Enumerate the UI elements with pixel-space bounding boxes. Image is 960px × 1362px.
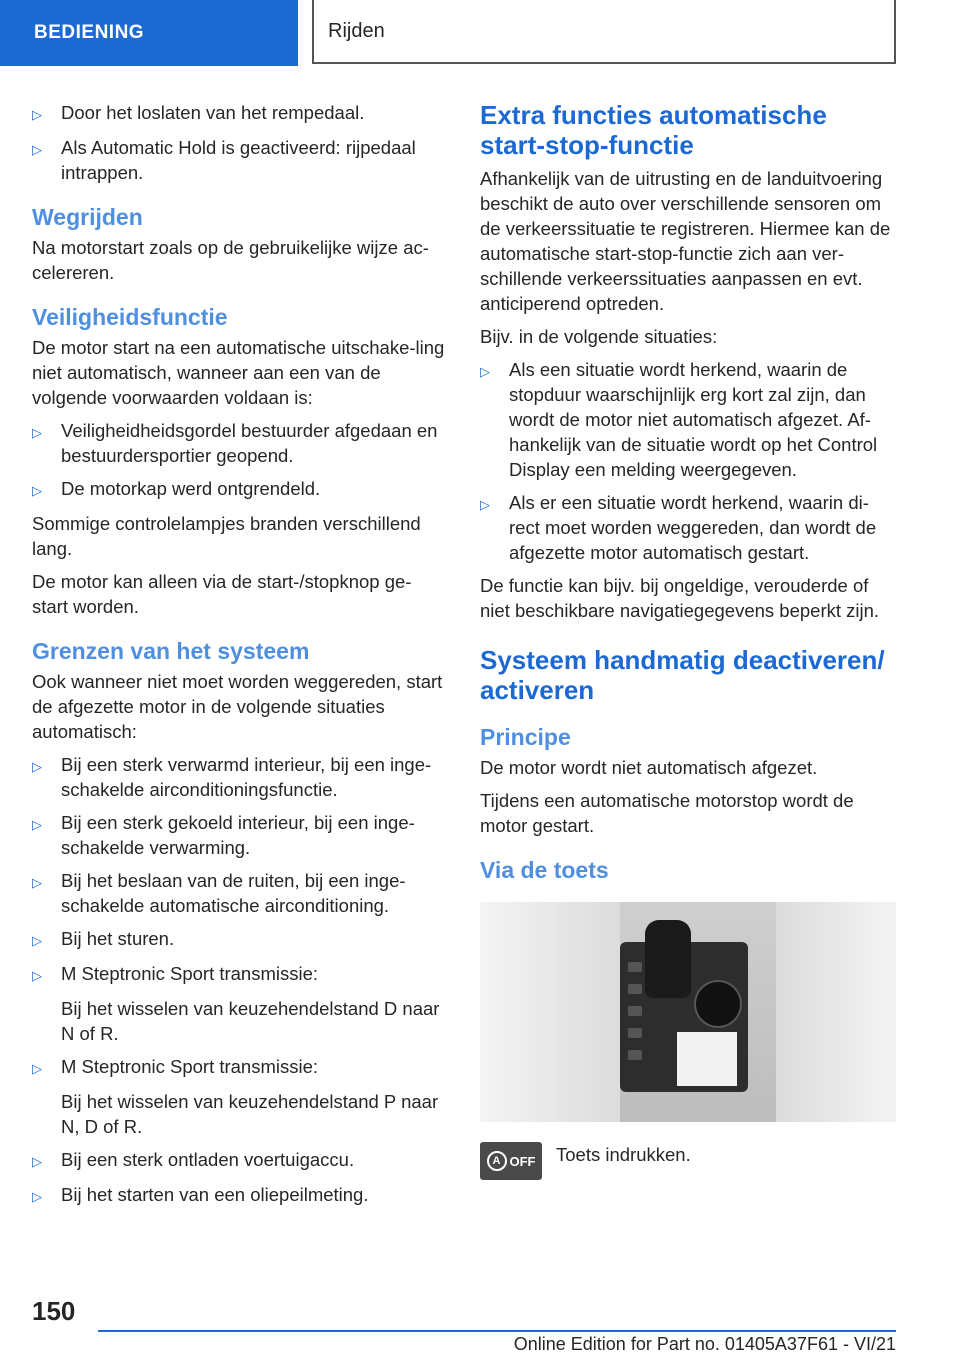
heading-extra-functies: Extra functies automatische start-stop-functie xyxy=(480,100,827,160)
bullet-triangle-icon: ▷ xyxy=(32,875,42,890)
heading-grenzen: Grenzen van het systeem xyxy=(32,638,310,664)
list-item-text: Bij een sterk verwarmd interieur, bij een inge-schakelde airconditioningsfunctie. xyxy=(61,754,432,800)
list-item-text: Door het loslaten van het rempedaal. xyxy=(61,102,365,123)
list-item-text: Bij het starten van een oliepeilmeting. xyxy=(61,1184,369,1205)
list-item-text: Veiligheidheidsgordel bestuurder afgedaan en bestuurdersportier geopend. xyxy=(61,420,438,466)
footer-edition: Online Edition for Part no. 01405A37F61 - VI/21 xyxy=(513,1334,896,1354)
list-item xyxy=(32,135,447,185)
bullet-triangle-icon: ▷ xyxy=(32,483,42,498)
paragraph: De functie kan bijv. bij ongeldige, verouderde of niet beschikbare navigatiegegevens beperkt zijn. xyxy=(480,575,880,621)
bullet-triangle-icon: ▷ xyxy=(32,968,42,983)
list-item-text: Bij een sterk ontladen voertuigaccu. xyxy=(61,1149,355,1170)
console-button-shape xyxy=(628,1028,642,1038)
bullet-triangle-icon: ▷ xyxy=(32,817,42,832)
list-item xyxy=(32,810,447,860)
list-item xyxy=(32,1182,447,1209)
list-item xyxy=(32,1054,447,1081)
seat-right-shape xyxy=(776,902,896,1122)
list-item xyxy=(480,490,896,565)
console-button-shape xyxy=(628,1006,642,1016)
console-button-shape xyxy=(628,962,642,972)
key-instruction-text: Toets indrukken. xyxy=(556,1144,691,1165)
bullet-triangle-icon: ▷ xyxy=(32,107,42,122)
gear-lever-shape xyxy=(645,920,691,998)
list-item xyxy=(32,100,447,127)
list-item xyxy=(32,961,447,988)
bullet-triangle-icon: ▷ xyxy=(32,1061,42,1076)
auto-start-stop-symbol-icon: A xyxy=(487,1151,507,1171)
chapter-tab: BEDIENING xyxy=(0,0,298,66)
bullet-triangle-icon: ▷ xyxy=(32,142,42,157)
list-item xyxy=(32,926,447,953)
list-item-text: M Steptronic Sport transmissie: xyxy=(61,1056,319,1077)
controller-knob-shape xyxy=(694,980,742,1028)
list-item-subtext: Bij het wisselen van keuzehendelstand D naar N of R. xyxy=(61,998,440,1044)
list-item xyxy=(32,752,447,802)
heading-veiligheidsfunctie: Veiligheidsfunctie xyxy=(32,304,228,330)
bullet-triangle-icon: ▷ xyxy=(32,933,42,948)
bullet-triangle-icon: ▷ xyxy=(32,425,42,440)
heading-systeem-handmatig: Systeem handmatig deactiveren/ activeren xyxy=(480,645,885,705)
heading-via-de-toets: Via de toets xyxy=(480,857,609,883)
key-icon-label: OFF xyxy=(509,1153,536,1169)
paragraph: Ook wanneer niet moet worden weggereden, start de afgezette motor in de volgende situaties automatisch: xyxy=(32,671,443,742)
console-button-shape xyxy=(628,1050,642,1060)
list-item-text: Bij een sterk gekoeld interieur, bij een inge-schakelde verwarming. xyxy=(61,812,415,858)
bullet-triangle-icon: ▷ xyxy=(480,364,490,379)
list-item xyxy=(32,476,447,503)
list-item-text: Bij het beslaan van de ruiten, bij een inge-schakelde automatische airconditioning. xyxy=(61,870,406,916)
paragraph: De motor kan alleen via de start-/stopknop ge-start worden. xyxy=(32,571,412,617)
list-item xyxy=(32,868,447,918)
center-console-photo xyxy=(480,902,896,1122)
bullet-triangle-icon: ▷ xyxy=(32,759,42,774)
list-item xyxy=(480,357,896,482)
footer-divider xyxy=(98,1330,896,1332)
paragraph: De motor wordt niet automatisch afgezet. xyxy=(480,757,818,778)
list-item xyxy=(32,1147,447,1174)
heading-principe: Principe xyxy=(480,724,571,750)
paragraph: Bijv. in de volgende situaties: xyxy=(480,326,718,347)
list-item-subtext: Bij het wisselen van keuzehendelstand P naar N, D of R. xyxy=(61,1091,439,1137)
list-item-text: M Steptronic Sport transmissie: xyxy=(61,963,319,984)
paragraph: Na motorstart zoals op de gebruikelijke wijze ac-celereren. xyxy=(32,237,429,283)
right-column xyxy=(480,100,896,1180)
list-item xyxy=(32,418,447,468)
auto-start-stop-off-icon xyxy=(480,1142,542,1180)
page-number: 150 xyxy=(32,1296,76,1326)
bullet-triangle-icon: ▷ xyxy=(32,1154,42,1169)
bullet-triangle-icon: ▷ xyxy=(480,497,490,512)
list-item-text: Als een situatie wordt herkend, waarin de stopduur waarschijnlijk erg kort zal zijn, dan wordt de motor niet automatisch afgezet. Af-hankelijk van de situatie wordt op het Control Display een melding weergegeven. xyxy=(509,359,878,480)
paragraph: Sommige controlelampjes branden verschillend lang. xyxy=(32,513,421,559)
list-item-text: Als er een situatie wordt herkend, waarin di-rect moet worden weggereden, dan wordt de afgezette motor automatisch gestart. xyxy=(509,492,877,563)
seat-left-shape xyxy=(480,902,620,1122)
paragraph: Tijdens een automatische motorstop wordt de motor gestart. xyxy=(480,790,854,836)
list-item-text: Als Automatic Hold is geactiveerd: rijpedaal intrappen. xyxy=(61,137,416,183)
section-title: Rijden xyxy=(312,0,896,64)
bullet-triangle-icon: ▷ xyxy=(32,1189,42,1204)
left-column xyxy=(32,100,447,1217)
paragraph: Afhankelijk van de uitrusting en de landuitvoering beschikt de auto over verschillende sensoren om de verkeerssituatie te registreren. Hiermee kan de automatische start-stop-functie zich aan ver-schillende verkeerssituaties aanpassen en evt. anticiperend optreden. xyxy=(480,168,891,314)
list-item-text: Bij het sturen. xyxy=(61,928,175,949)
paragraph: De motor start na een automatische uitschake-ling niet automatisch, wanneer aan een van de volgende voorwaarden voldaan is: xyxy=(32,337,445,408)
heading-wegrijden: Wegrijden xyxy=(32,204,143,230)
list-item-text: De motorkap werd ontgrendeld. xyxy=(61,478,321,499)
console-button-shape xyxy=(628,984,642,994)
key-instruction-row xyxy=(480,1142,896,1180)
touchpad-shape xyxy=(677,1032,737,1086)
